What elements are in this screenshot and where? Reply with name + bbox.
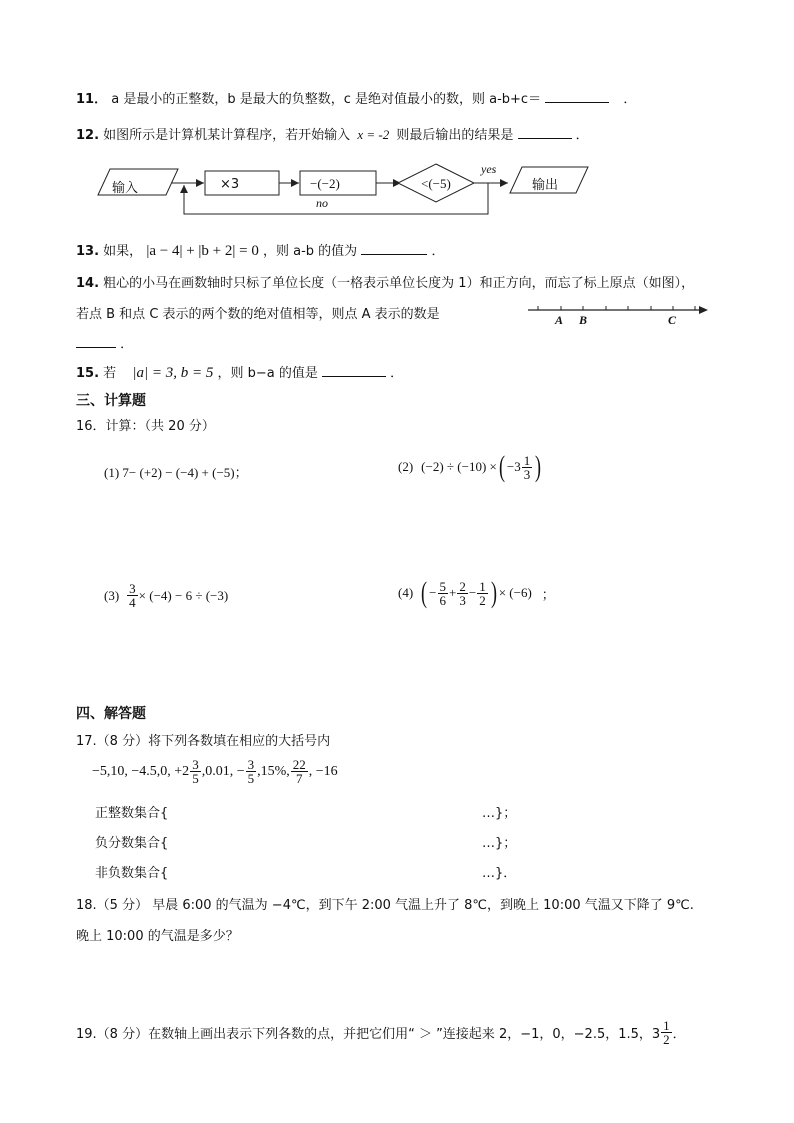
expression: × (−6) — [498, 585, 532, 600]
question-number: 14. — [76, 276, 100, 291]
punctuation: ． — [120, 337, 134, 352]
question-text: 19.（8 分）在数轴上画出表示下列各数的点，并把它们用“ ＞ ”连接起来 2，−1，0，−2.5，1.5，3 — [76, 1027, 661, 1042]
flow-yes-label: yes — [481, 162, 497, 176]
fraction: $\frac{5}{6}$ — [439, 578, 447, 608]
flow-minus-label: −(−2) — [310, 176, 340, 191]
fraction: $\frac{1}{2}$ — [479, 578, 486, 608]
punctuation: ． — [672, 1027, 686, 1042]
numbers: ,15%, — [257, 763, 290, 779]
input-value: x = -2 — [357, 127, 390, 142]
fraction: $\frac{3}{5}$ — [192, 757, 199, 786]
flow-input-label: 输入 — [112, 181, 139, 196]
part-label: (4) — [398, 585, 414, 600]
question-12 — [76, 124, 589, 143]
set-end: …}． — [482, 866, 517, 881]
question-text-2: 则最后输出的结果是 — [396, 128, 514, 143]
expression: (−2) ÷ (−10) × — [421, 459, 497, 474]
fraction: $\frac{22}{7}$ — [292, 757, 306, 786]
question-text: 若 — [103, 366, 117, 381]
number-line — [524, 300, 714, 330]
section-title: 三、计算题 — [76, 393, 146, 409]
question-text: 如图所示是计算机某计算程序，若开始输入 — [103, 128, 351, 143]
question-19 — [76, 1019, 686, 1046]
question-17-header: 17.（8 分）将下列各数填在相应的大括号内 — [76, 734, 331, 749]
flowchart — [90, 158, 600, 218]
flow-no-label: no — [316, 196, 328, 210]
fraction: $\frac{2}{3}$ — [459, 578, 466, 608]
question-18-line1: 18.（5 分） 早晨 6:00 的气温为 −4℃，到下午 2:00 气温上升了 8℃，到晚上 10:00 气温又下降了 9℃. — [76, 898, 694, 913]
set-end: …}； — [482, 836, 517, 851]
flow-condition-label: <(−5) — [421, 176, 451, 191]
numbers: −5,10, −4.5,0, +2 — [92, 763, 190, 779]
q16-part2: (2) (−2) ÷ (−10) × ( −3 $\frac{1}{3}$ ) — [398, 450, 542, 483]
expression: −3 — [506, 459, 521, 474]
punctuation: ． — [431, 244, 445, 259]
question-number: 13. — [76, 244, 100, 259]
punctuation: ． — [575, 128, 589, 143]
question-14-line3 — [76, 333, 133, 352]
equation: |a| = 3, b = 5 — [132, 365, 214, 381]
question-text: 粗心的小马在画数轴时只标了单位长度（一格表示单位长度为 1）和正方向，而忘了标上原点（如图）， — [103, 276, 695, 291]
answer-blank[interactable] — [518, 125, 572, 139]
fraction: $\frac{3}{4}$ — [129, 581, 136, 610]
fraction: $\frac{1}{3}$ — [523, 452, 531, 482]
point-c-label: C — [668, 313, 677, 327]
question-14-line1 — [76, 272, 694, 291]
answer-blank[interactable] — [322, 363, 386, 377]
answer-blank[interactable] — [545, 89, 609, 103]
numbers: , −16 — [308, 763, 338, 779]
question-15 — [76, 362, 403, 382]
part-label: (3) — [104, 587, 120, 603]
question-number: 15. — [76, 366, 100, 381]
question-text-2: ，则 b−a 的值是 — [217, 366, 318, 381]
times3-box — [205, 171, 279, 195]
section-title: 四、解答题 — [76, 706, 146, 722]
point-b-label: B — [579, 313, 588, 327]
expression: × (−4) − 6 ÷ (−3) — [138, 587, 229, 603]
set-end: …}； — [482, 806, 517, 821]
answer-blank[interactable] — [76, 334, 116, 348]
answer-blank[interactable] — [361, 241, 427, 255]
punctuation: ． — [390, 366, 404, 381]
numbers: ,0.01, − — [201, 763, 245, 779]
q16-part4: (4) ( − $\frac{5}{6}$ + $\frac{2}{3}$ − $\frac{1}{2}$ ) × (−6) ； — [398, 576, 555, 609]
equation: |a − 4| + |b + 2| = 0 — [146, 243, 259, 259]
question-13 — [76, 240, 444, 260]
punctuation: ； — [541, 586, 555, 602]
question-16-header: 16．计算：（共 20 分） — [76, 419, 215, 434]
number-list — [92, 758, 338, 785]
question-14-line2: 若点 B 和点 C 表示的两个数的绝对值相等，则点 A 表示的数是 — [76, 307, 440, 322]
q16-part3 — [104, 582, 228, 609]
set-non-negative: 非负数集合{ — [95, 866, 169, 881]
flow-output-label: 输出 — [532, 178, 559, 193]
set-negative-fractions: 负分数集合{ — [95, 836, 169, 851]
question-text: 如果， — [103, 244, 143, 259]
fraction: $\frac{3}{5}$ — [247, 757, 255, 786]
question-18-line2: 晚上 10:00 的气温是多少？ — [76, 929, 239, 944]
fraction: $\frac{1}{2}$ — [663, 1018, 670, 1047]
q16-part1: (1) 7− (+2) − (−4) + (−5)； — [104, 465, 248, 480]
flow-times3-label: ×3 — [220, 177, 240, 192]
question-number: 11． — [76, 92, 108, 107]
question-text: a 是最小的正整数，b 是最大的负整数，c 是绝对值最小的数，则 a-b+c＝ — [111, 92, 542, 107]
part-label: (2) — [398, 459, 414, 474]
punctuation: ． — [623, 92, 637, 107]
question-11 — [76, 88, 636, 107]
set-positive-integers: 正整数集合{ — [95, 806, 169, 821]
question-text-2: ，则 a-b 的值为 — [262, 244, 358, 259]
point-a-label: A — [555, 313, 564, 327]
question-number: 12. — [76, 128, 100, 143]
